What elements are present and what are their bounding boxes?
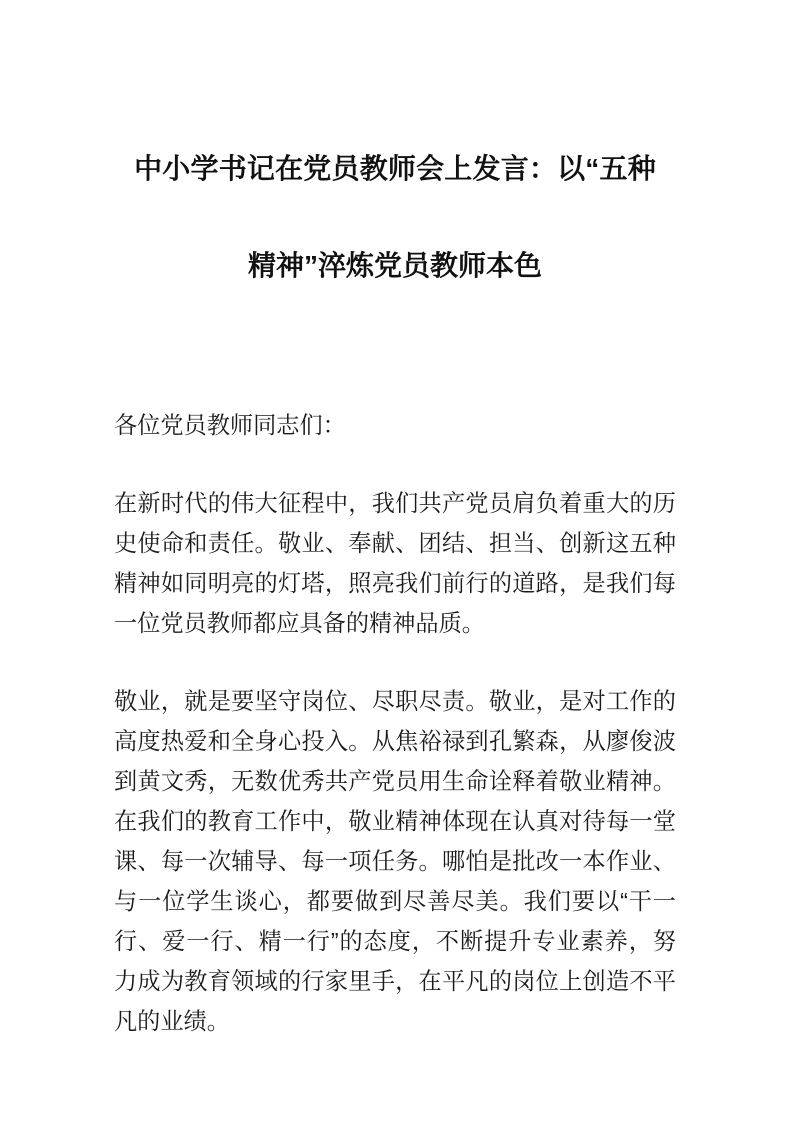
body-paragraph: 在新时代的伟大征程中，我们共产党员肩负着重大的历史使命和责任。敬业、奉献、团结、担当、创新这五种精神如同明亮的灯塔，照亮我们前行的道路，是我们每一位党员教师都应具备的精神品质。 [114, 490, 676, 636]
page-title [114, 120, 676, 314]
page-title-line-2: 精神”淬炼党员教师本色 [247, 250, 542, 281]
document-body [114, 405, 676, 1041]
page-title-line-1: 中小学书记在党员教师会上发言：以“五种 [134, 153, 656, 184]
greeting-line: 各位党员教师同志们： [114, 412, 346, 438]
body-paragraph: 敬业，就是要坚守岗位、尽职尽责。敬业，是对工作的高度热爱和全身心投入。从焦裕禄到孔繁森，从廖俊波到黄文秀，无数优秀共产党员用生命诠释着敬业精神。在我们的教育工作中，敬业精神体现在认真对待每一堂课、每一次辅导、每一项任务。哪怕是批改一本作业、与一位学生谈心，都要做到尽善尽美。我们要以“干一行、爱一行、精一行”的态度，不断提升专业素养，努力成为教育领域的行家里手，在平凡的岗位上创造不平凡的业绩。 [114, 688, 676, 1034]
document-content [114, 120, 676, 1041]
